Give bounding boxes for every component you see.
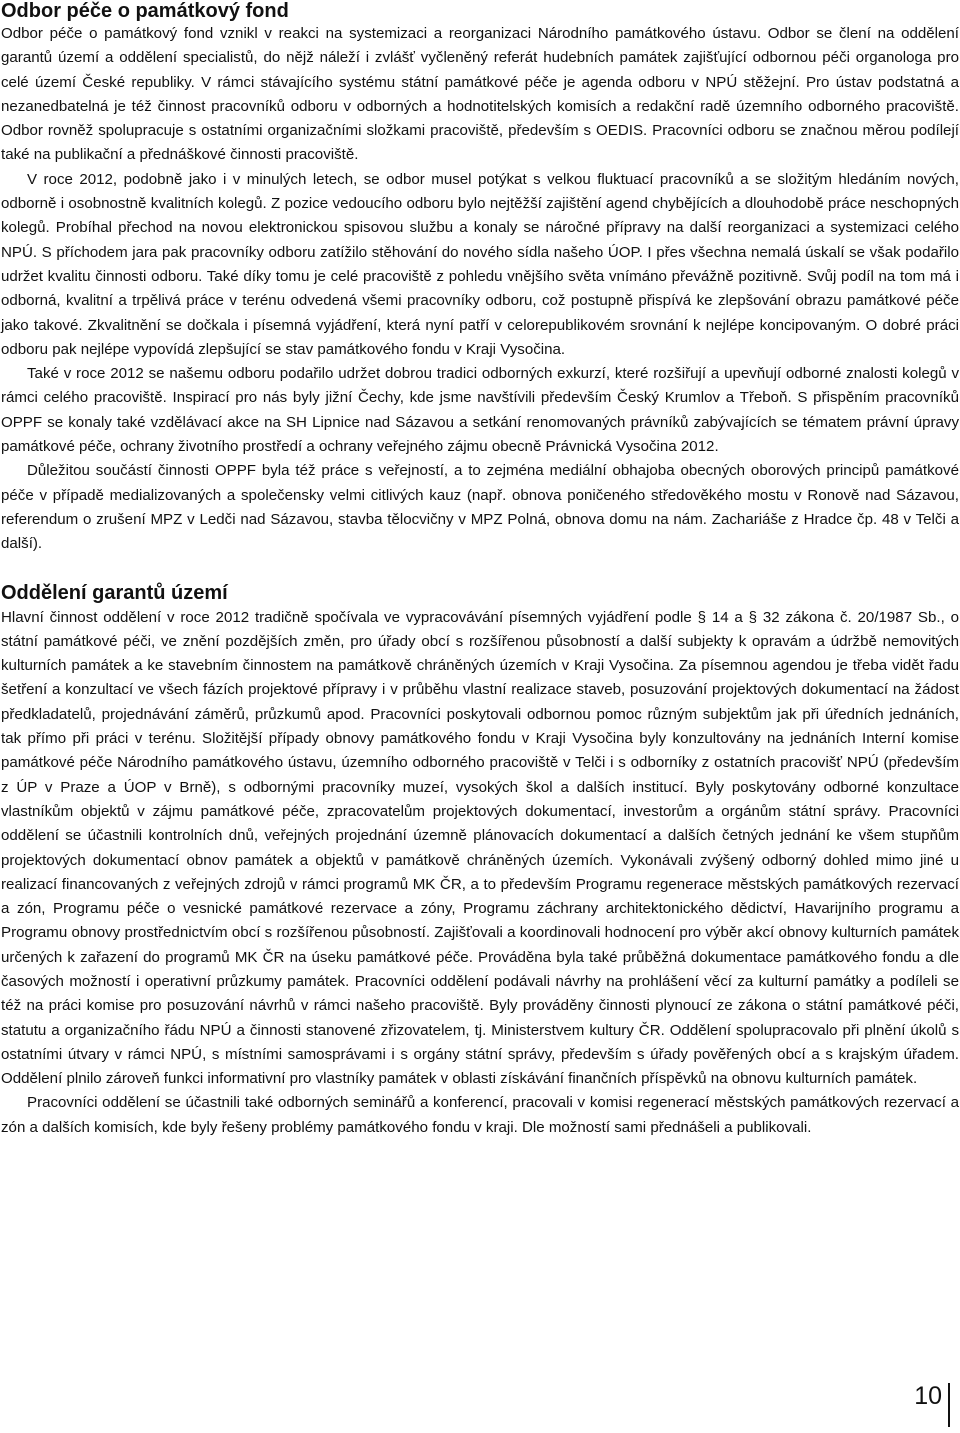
- section-heading-garanti: Oddělení garantů území: [1, 581, 228, 604]
- paragraph-intro: Odbor péče o památkový fond vznikl v reakci na systemizaci a reorganizaci Národního památkového ústavu. Odbor se člení na oddělení garantů území a oddělení specialistů, do nějž náleží i zvlášť vyčleněný referát hudebních památek zajišťující odbornou péči organologa pro celé území České republiky. V rámci stávajícího systému státní památkové péče je agenda odboru v NPÚ stěžejní. Pro ústav podstatná a nezanedbatelná je též činnost pracovníků odboru v odborných a hodnotitelských komisích a redakční radě územního odborného pracoviště. Odbor rovněž spolupracuje s ostatními organizačními složkami pracoviště, především s OEDIS. Pracovníci odboru se značnou měrou podílejí také na publikační a přednáškové činnosti pracoviště.: [1, 25, 959, 164]
- paragraph-verejnost: Důležitou součástí činnosti OPPF byla též práce s veřejností, a to zejména mediální obhajoba obecných oborových principů památkové péče v případě medializovaných a společensky velmi citlivých kauz (např. obnova poničeného středověkého mostu v Ronově nad Sázavou, referendum o zrušení MPZ v Ledči nad Sázavou, stavba tělocvičny v MPZ Polná, obnova domu na nám. Zachariáše z Hradce čp. 48 v Telči a další).: [1, 462, 959, 553]
- section-heading-odbor: Odbor péče o památkový fond: [1, 0, 289, 22]
- paragraph-2012: V roce 2012, podobně jako i v minulých letech, se odbor musel potýkat s velkou fluktuací pracovníků a se složitým hledáním nových, odborně i osobnostně kvalitních kolegů. Z pozice vedoucího odboru bylo nejtěžší zajištění agend chybějících a dlouhodobě práce neschopných kolegů. Probíhal přechod na novou elektronickou spisovou službu a konaly se náročné přípravy na další reorganizaci a systemizaci celého NPÚ. S příchodem jara pak pracovníky odboru zatížilo stěhování do nového sídla našeho ÚOP. I přes všechna nemalá úskalí se však podařilo udržet kvalitu činnosti odboru. Také díky tomu je celé pracoviště z pohledu vnějšího světa vnímáno převážně pozitivně. Svůj podíl na tom má i odborná, kvalitní a trpělivá práce v terénu odvedená všemi pracovníky odboru, což postupně přispívá ke zlepšování obrazu památkové péče jako takové. Zkvalitnění se dočkala i písemná vyjádření, která nyní patří v celorepublikovém srovnání k nejlépe koncipovaným. O dobré práci odboru pak nejlépe vypovídá zlepšující se stav památkového fondu v Kraji Vysočina.: [1, 170, 959, 358]
- paragraph-exkurze: Také v roce 2012 se našemu odboru podařilo udržet dobrou tradici odborných exkurzí, které rozšiřují a upevňují odborné znalosti kolegů v rámci celého pracoviště. Inspirací pro nás byly jižní Čechy, kde jsme navštívili především Český Krumlov a Třeboň. S přispěním pracovníků OPPF se konaly také vzdělávací akce na SH Lipnice nad Sázavou a setkání renomovaných právníků zabývajících se tématem právní úpravy památkové péče, ochrany životního prostředí a ochrany veřejného zájmu obecně Právnická Vysočina 2012.: [1, 365, 959, 456]
- page-number: 10: [914, 1383, 950, 1427]
- paragraph-seminare: Pracovníci oddělení se účastnili také odborných seminářů a konferencí, pracovali v komisi regenerací městských památkových rezervací a zón a dalších komisích, kde byly řešeny problémy památkového fondu v kraji. Dle možností sami přednášeli a publikovali.: [1, 1094, 959, 1136]
- paragraph-hlavni-cinnost: Hlavní činnost oddělení v roce 2012 tradičně spočívala ve vypracovávání písemných vyjádření podle § 14 a § 32 zákona č. 20/1987 Sb., o státní památkové péči, ve znění pozdějších změn, pro úřady obcí s rozšířenou působností a další subjekty k opravám a údržbě nemovitých kulturních památek a ke stavebním činnostem na památkově chráněných územích v Kraji Vysočina. Za písemnou agendou je třeba vidět řadu šetření a konzultací ve všech fázích projektové přípravy i v průběhu vlastní realizace staveb, posuzování projektových dokumentací na žádost předkladatelů, projednávání záměrů, průzkumů apod. Pracovníci poskytovali odbornou pomoc různým subjektům jak při úředních jednáních, tak přímo při práci v terénu. Složitější případy obnovy památkového fondu v Kraji Vysočina byly konzultovány na jednáních Interní komise památkové péče Národního památkového ústavu, územního odborného pracoviště v Telči i s odborníky z ostatních pracovišť NPÚ (především z ÚP v Praze a ÚOP v Brně), s odbornými pracovníky muzeí, vysokých škol a dalších institucí. Byly poskytovány odborné konzultace vlastníkům objektů v zájmu památkové péče, zpracovatelům projektových dokumentací, investorům a orgánům státní správy. Pracovníci oddělení se účastnili kontrolních dnů, veřejných projednání územně plánovacích dokumentací a dalších četných jednání ke všem stupňům projektových dokumentací obnov památek a objektů v památkově chráněných územích. Vykonávali zvýšený odborný dohled mimo jiné u realizací financovaných z veřejných zdrojů v rámci programů MK ČR, a to především Programu regenerace městských památkových rezervací a zón, Programu péče o vesnické památkové rezervace a zóny, Programu záchrany architektonického dědictví, Havarijního programu a Programu obnovy prostřednictvím obcí s rozšířenou působností. Zajišťovali a koordinovali hodnocení pro výběr akcí obnovy kulturních památek určených k zařazení do programů MK ČR na úseku památkové péče. Prováděna byla také průběžná dokumentace památkového fondu a dle časových možností i operativní průzkumy památek. Pracovníci oddělení podávali návrhy na prohlášení věcí za kulturní památky a podíleli se též na práci komise pro posuzování návrhů v rámci našeho pracoviště. Byly prováděny činnosti plynoucí ze zákona o státní památkové péči, statutu a organizačního řádu NPÚ a činnosti stanovené zřizovatelem, tj. Ministerstvem kultury ČR. Oddělení spolupracovalo při plnění úkolů s ostatními útvary v rámci NPÚ, s místními samosprávami i s orgány státní správy, především s úřady pověřených obcí a s krajským úřadem. Oddělení plnilo zároveň funkci informativní pro vlastníky památek v oblasti získávání finančních příspěvků na obnovu kulturních památek.: [1, 608, 959, 1088]
